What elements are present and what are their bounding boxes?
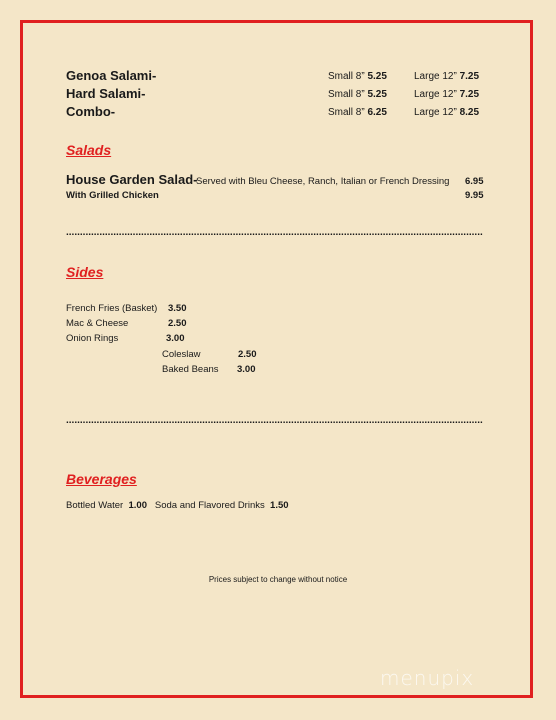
large-price-genoa-salami: Large 12” 7.25 [414,71,480,82]
item-name-genoa-salami: Genoa Salami- [66,68,157,83]
menu-page-border [20,20,533,698]
item-name-house-garden-salad: House Garden Salad- [66,172,198,187]
price-house-garden-salad: 6.95 [465,176,484,187]
price-onion-rings: 3.00 [166,333,185,344]
section-title-beverages: Beverages [66,471,137,487]
large-price-combo: Large 12” 8.25 [414,107,480,118]
section-title-salads: Salads [66,142,112,158]
item-name-bottled-water: Bottled Water [66,500,124,511]
item-name-onion-rings: Onion Rings [66,333,119,344]
item-name-baked-beans: Baked Beans [162,364,219,375]
large-price-hard-salami: Large 12” 7.25 [414,89,480,100]
price-french-fries: 3.50 [168,303,187,314]
item-name-combo: Combo- [66,104,116,119]
price-bottled-water: 1.00 [128,500,147,511]
item-bottled-water [66,500,289,511]
item-name-french-fries: French Fries (Basket) [66,303,158,314]
item-name-grilled-chicken: With Grilled Chicken [66,190,159,201]
dotted-divider-1: ...................................................................................................................................................... [66,230,483,236]
section-title-sides: Sides [66,264,104,280]
price-baked-beans: 3.00 [237,364,256,375]
price-grilled-chicken: 9.95 [465,190,484,201]
dotted-divider-2: ...................................................................................................................................................... [66,418,483,424]
small-price-combo: Small 8” 6.25 [328,107,387,118]
item-name-hard-salami: Hard Salami- [66,86,146,101]
menupix-watermark-logo: menupix [380,666,475,690]
footer-note: Prices subject to change without notice [208,575,348,584]
small-price-genoa-salami: Small 8” 5.25 [328,71,387,82]
price-coleslaw: 2.50 [238,349,257,360]
price-soda: 1.50 [270,500,289,511]
small-price-hard-salami: Small 8” 5.25 [328,89,387,100]
item-name-soda: Soda and Flavored Drinks [154,500,265,511]
item-name-coleslaw: Coleslaw [162,349,201,360]
item-name-mac-cheese: Mac & Cheese [66,318,129,329]
price-mac-cheese: 2.50 [168,318,187,329]
item-desc-house-garden-salad: Served with Bleu Cheese, Ranch, Italian or French Dressing [196,176,450,187]
